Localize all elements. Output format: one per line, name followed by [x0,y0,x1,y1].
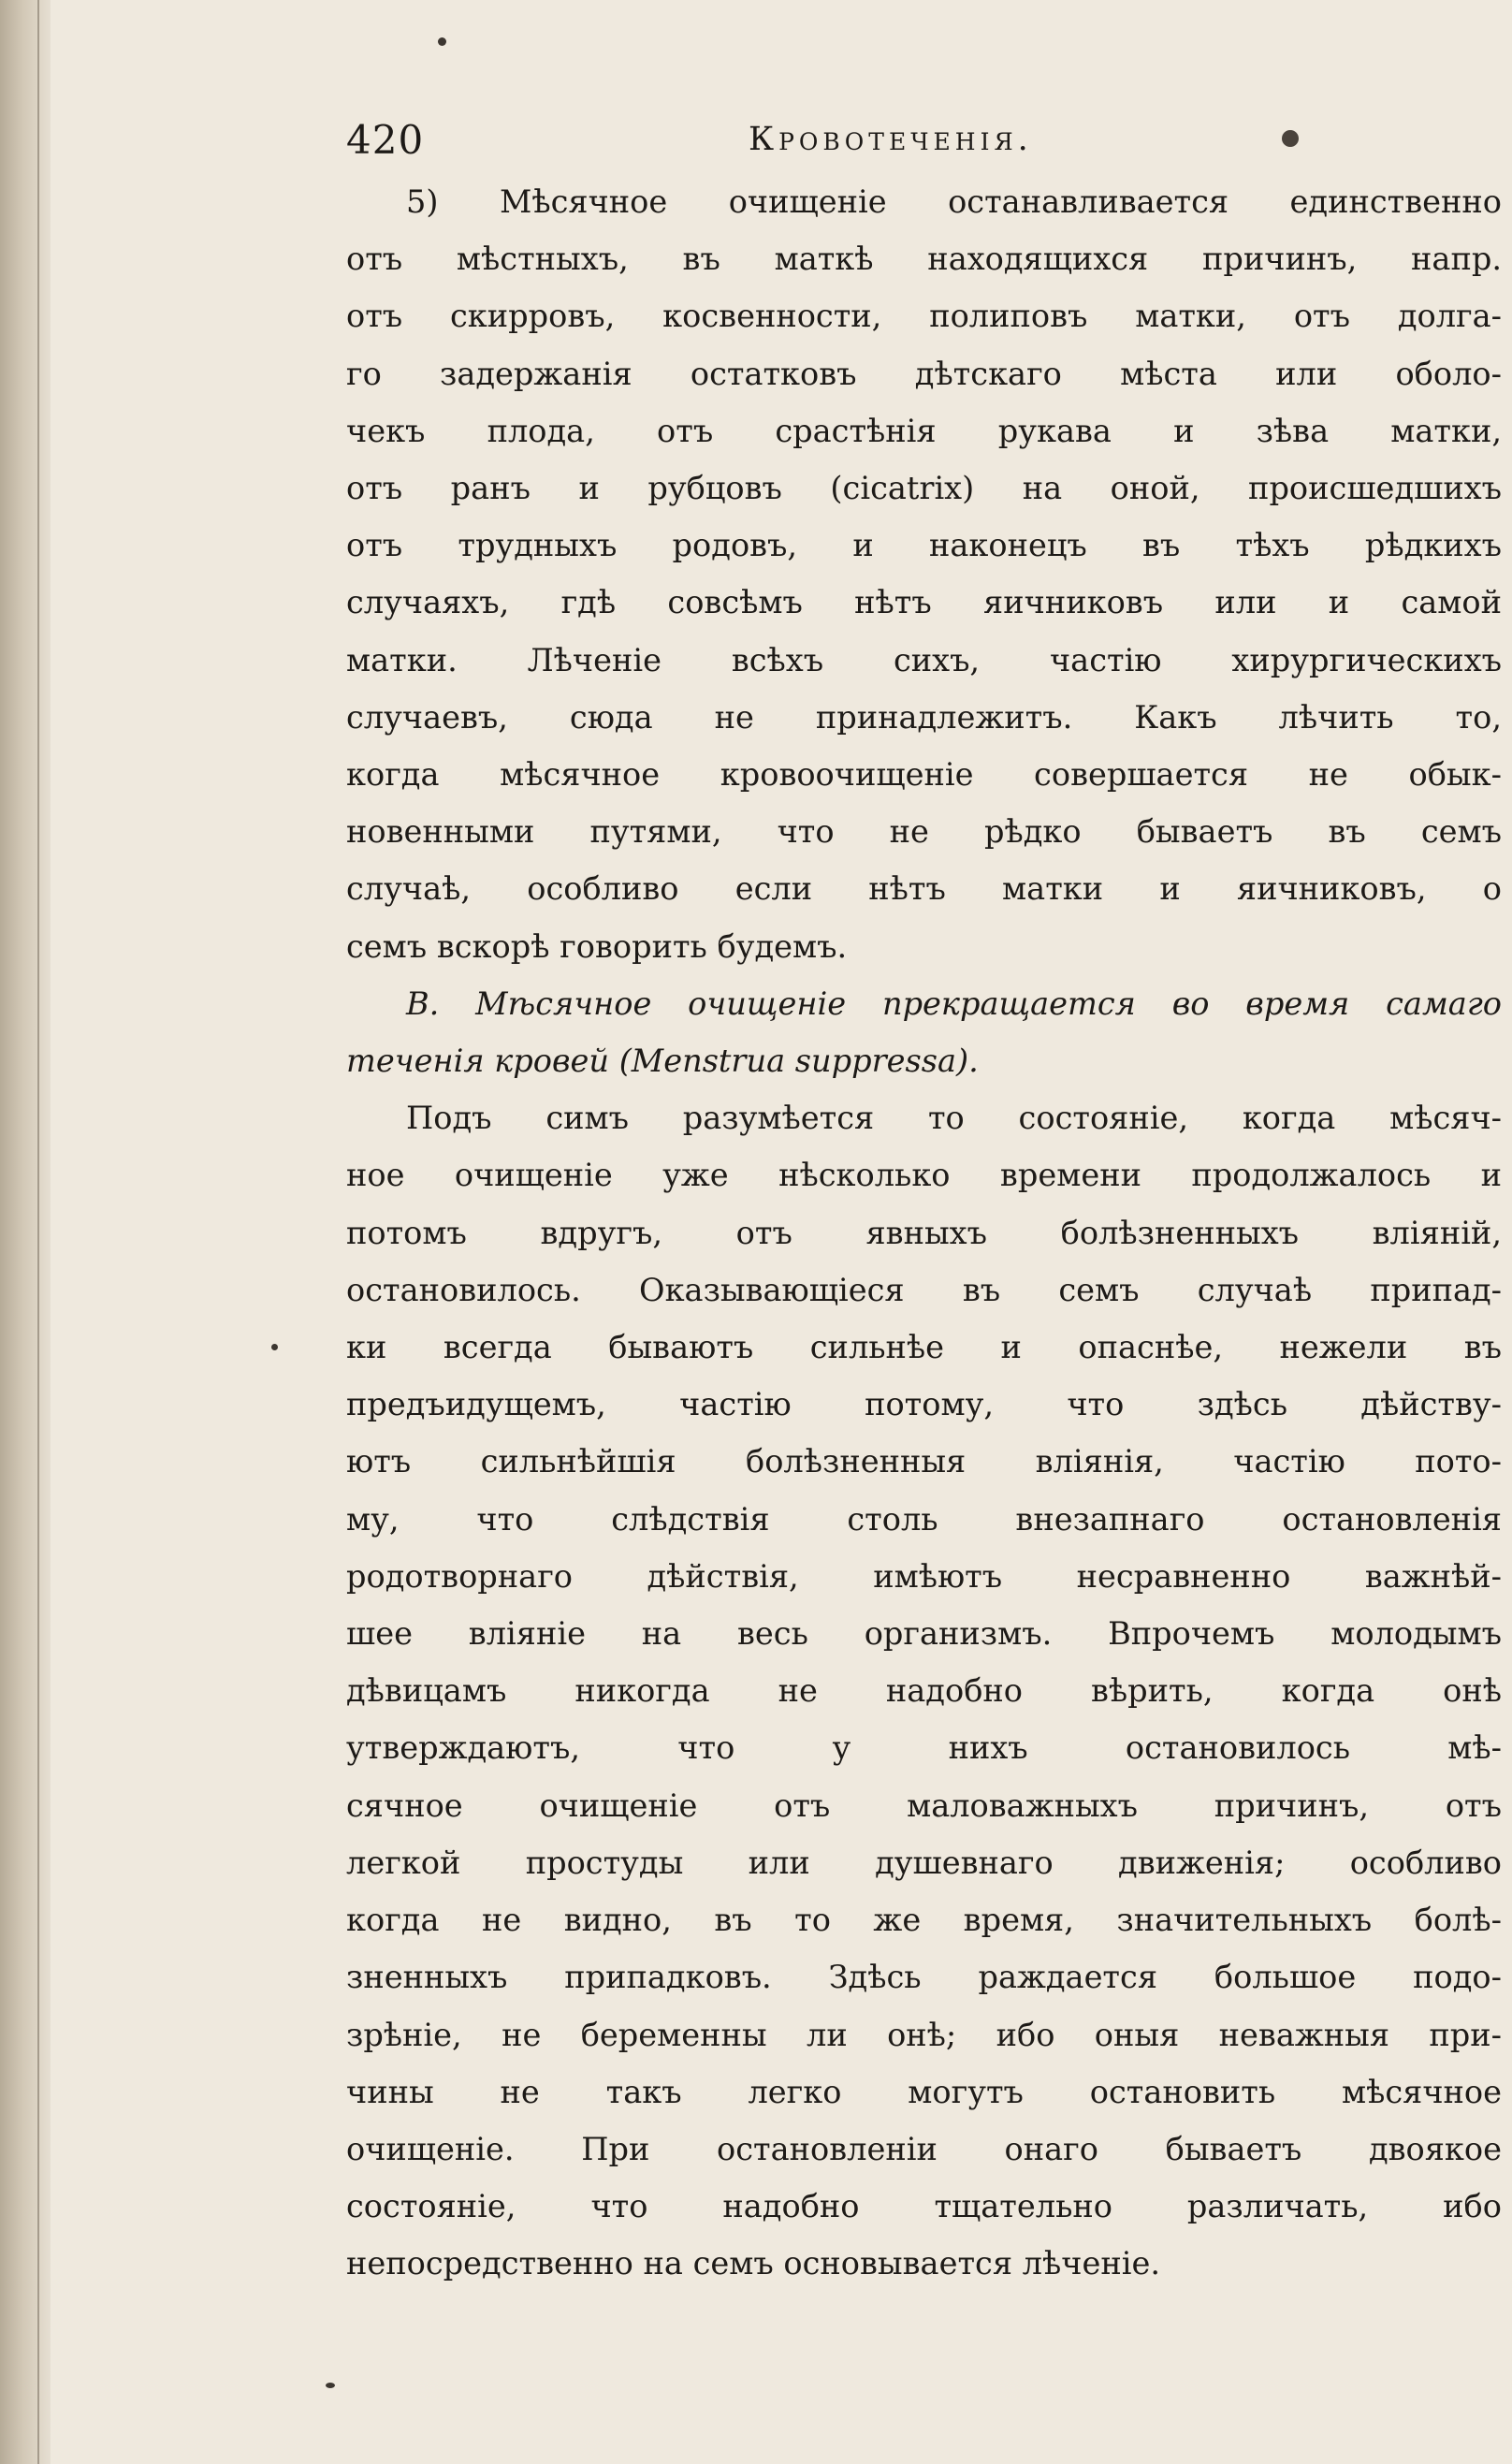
text-line: когда мѣсячное кровоочищеніе совершается не обык- [346,756,1502,794]
running-title: Кровотеченія. [749,121,1033,158]
text-line: предъидущемъ, частію потому, что здѣсь дѣйству- [346,1386,1502,1423]
ornament-dot [1282,130,1299,147]
text-line: очищеніе. При остановленіи онаго бываетъ двоякое [346,2130,1502,2167]
text-line: новенными путями, что не рѣдко бываетъ въ семъ [346,813,1502,851]
text-line: ное очищеніе уже нѣсколько времени продолжалось и [346,1157,1502,1194]
text-line: дѣвицамъ никогда не надобно вѣрить, когда онѣ [346,1672,1502,1710]
book-page [346,117,1502,2293]
text-line: легкой простуды или душевнаго движенія; особливо [346,1844,1502,1881]
text-line: чекъ плода, отъ срастѣнія рукава и зѣва матки, [346,412,1502,449]
book-gutter [0,0,51,2464]
text-line: чины не такъ легко могутъ остановить мѣсячное [346,2073,1502,2110]
text-line: случаѣ, особливо если нѣтъ матки и яичниковъ, о [346,870,1502,908]
gutter-edge-line [37,0,39,2464]
text-line: состояніе, что надобно тщательно различать, ибо [346,2188,1502,2225]
ink-dot-top [438,37,446,46]
text-line: 5) Мѣсячное очищеніе останавливается единственно [406,183,1502,220]
text-line: отъ мѣстныхъ, въ маткѣ находящихся причинъ, напр. [346,241,1502,278]
text-line: отъ скирровъ, косвенности, полиповъ матки, отъ долга- [346,298,1502,335]
text-line: зрѣніе, не беременны ли онѣ; ибо оныя неважныя при- [346,2016,1502,2053]
text-line: Подъ симъ разумѣется то состояніе, когда мѣсяч- [406,1100,1502,1137]
page-body [346,173,1502,2293]
text-line: остановилось. Оказывающіеся въ семъ случаѣ припад- [346,1271,1502,1308]
ink-dot-bottom [326,2383,335,2388]
text-line: утверждаютъ, что у нихъ остановилось мѣ- [346,1729,1502,1767]
section-heading-line: B. Мѣсячное очищеніе прекращается во время самаго [406,984,1502,1022]
text-line: непосредственно на семъ основывается лѣченіе. [346,2245,1160,2282]
text-line: му, что слѣдствія столь внезапнаго остановленія [346,1500,1502,1538]
text-line: отъ ранъ и рубцовъ (cicatrix) на оной, происшедшихъ [346,470,1502,507]
ink-dot-margin [271,1344,278,1350]
text-line: ки всегда бываютъ сильнѣе и опаснѣе, нежели въ [346,1329,1502,1366]
text-line: случаяхъ, гдѣ совсѣмъ нѣтъ яичниковъ или и самой [346,584,1502,621]
page-number: 420 [346,117,425,163]
text-line: зненныхъ припадковъ. Здѣсь раждается большое подо- [346,1959,1502,1996]
text-line: ютъ сильнѣйшія болѣзненныя вліянія, частію пото- [346,1443,1502,1480]
text-line: родотворнаго дѣйствія, имѣютъ несравненно важнѣй- [346,1557,1502,1595]
text-line: когда не видно, въ то же время, значительныхъ болѣ- [346,1902,1502,1939]
text-line: сячное очищеніе отъ маловажныхъ причинъ, отъ [346,1786,1502,1824]
text-line: го задержанія остатковъ дѣтскаго мѣста или оболо- [346,355,1502,392]
text-line: случаевъ, сюда не принадлежитъ. Какъ лѣчить то, [346,698,1502,736]
text-line: матки. Лѣченіе всѣхъ сихъ, частію хирургическихъ [346,641,1502,678]
section-heading-line: теченія кровей (Menstrua suppressa). [346,1042,979,1080]
page-header [346,117,1502,173]
text-line: шее вліяніе на весь организмъ. Впрочемъ молодымъ [346,1615,1502,1653]
text-line: отъ трудныхъ родовъ, и наконецъ въ тѣхъ рѣдкихъ [346,527,1502,564]
text-line: потомъ вдругъ, отъ явныхъ болѣзненныхъ вліяній, [346,1214,1502,1251]
text-line: семъ вскорѣ говорить будемъ. [346,927,848,965]
